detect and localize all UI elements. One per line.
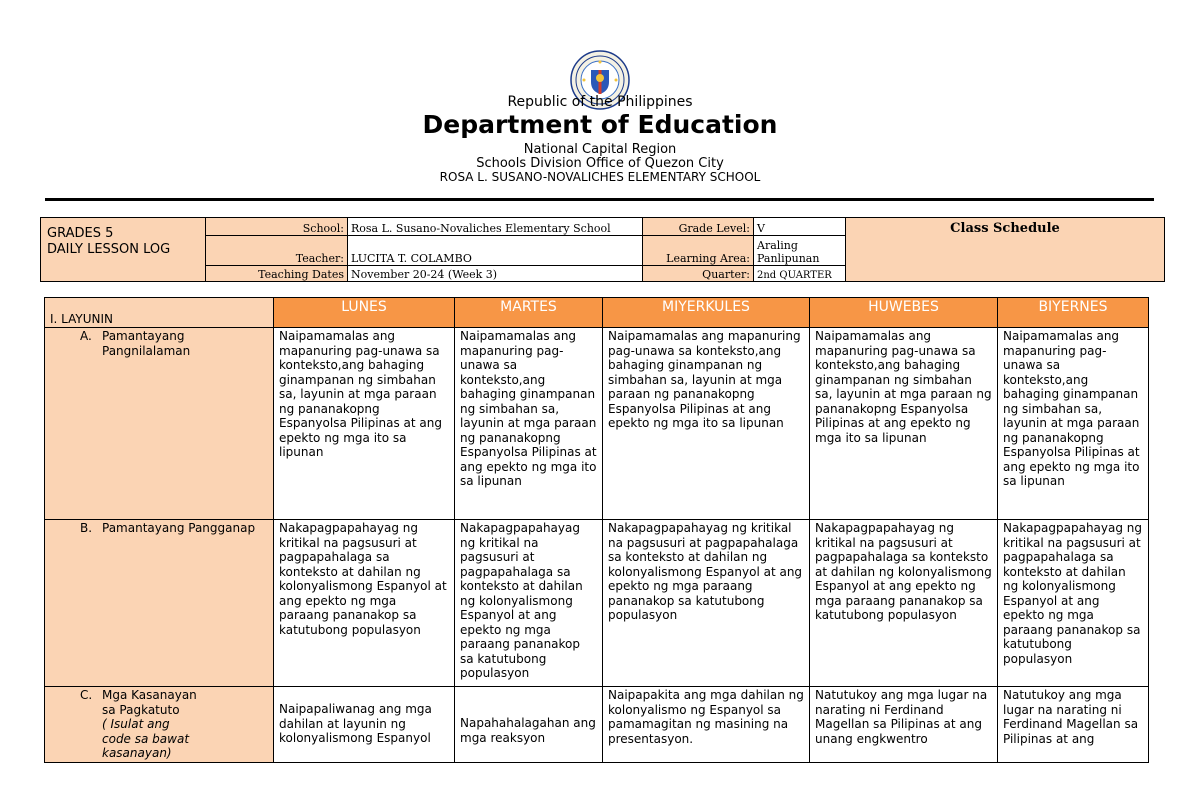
class-schedule-label: Class Schedule bbox=[846, 218, 1165, 282]
header-divider bbox=[45, 198, 1154, 201]
row-label-note: ( Isulat ang code sa bawat kasanayan) bbox=[102, 717, 190, 760]
day-header-miyerkules: MIYERKULES bbox=[603, 298, 810, 328]
cell-biyernes: Natutukoy ang mga lugar na narating ni Ferdinand Magellan sa Pilipinas at ang bbox=[998, 687, 1149, 763]
cell-biyernes: Nakapagpapahayag ng kritikal na pagsusuri at pagpapahalaga sa konteksto at dahilan ng kolonyalismong Espanyol at ang epekto ng mga paraang pananakop sa katutubong populasyon bbox=[998, 520, 1149, 687]
lesson-objectives-table bbox=[44, 297, 1149, 763]
school-heading: ROSA L. SUSANO-NOVALICHES ELEMENTARY SCHOOL bbox=[439, 170, 761, 184]
cell-lunes: Naipamamalas ang mapanuring pag-unawa sa konteksto,ang bahaging ginampanan ng simbahan sa, layunin at mga paraan ng pananakopng Espanyolsa Pilipinas at ang epekto ng mga ito sa lipunan bbox=[274, 328, 455, 520]
grade-level-value: V bbox=[754, 218, 846, 236]
cell-martes: Naipamamalas ang mapanuring pag-unawa sa konteksto,ang bahaging ginampanan ng simbahan sa, layunin at mga paraan ng pananakopng Espanyolsa Pilipinas at ang epekto ng mga ito sa lipunan bbox=[455, 328, 603, 520]
cell-lunes: Nakapagpapahayag ng kritikal na pagsusuri at pagpapahalaga sa konteksto at dahilan ng kolonyalismong Espanyol at ang epekto ng mga paraang pananakop sa katutubong populasyon bbox=[274, 520, 455, 687]
row-label-text: Pamantayang Pangnilalaman bbox=[102, 329, 191, 358]
day-header-huwebes: HUWEBES bbox=[810, 298, 998, 328]
teaching-dates-value: November 20-24 (Week 3) bbox=[348, 266, 643, 282]
quarter-value: 2nd QUARTER bbox=[754, 266, 846, 282]
daily-lesson-log-label: DAILY LESSON LOG bbox=[47, 242, 171, 257]
grades-label: GRADES 5 bbox=[47, 226, 114, 241]
learning-area-value: Araling Panlipunan bbox=[754, 236, 846, 266]
cell-miyerkules: Nakapagpapahayag ng kritikal na pagsusuri at pagpapahalaga sa konteksto at dahilan ng kolonyalismong Espanyol at ang epekto ng mga paraang pananakop sa katutubong populasyon bbox=[603, 520, 810, 687]
teacher-value: LUCITA T. COLAMBO bbox=[348, 236, 643, 266]
cell-martes: Nakapagpapahayag ng kritikal na pagsusuri at pagpapahalaga sa konteksto at dahilan ng kolonyalismong Espanyol at ang epekto ng mga paraang pananakop sa katutubong populasyon bbox=[455, 520, 603, 687]
table-row bbox=[45, 328, 1149, 520]
row-label-text: Mga Kasanayan sa Pagkatuto bbox=[102, 688, 197, 717]
cell-miyerkules: Naipamamalas ang mapanuring pag-unawa sa konteksto,ang bahaging ginampanan ng simbahan sa, layunin at mga paraan ng pananakopng Espanyolsa Pilipinas at ang epekto ng mga ito sa lipunan bbox=[603, 328, 810, 520]
region-heading: National Capital Region bbox=[523, 142, 677, 157]
row-label-pangganap bbox=[45, 520, 274, 687]
quarter-label: Quarter: bbox=[643, 266, 754, 282]
row-label-text: Pamantayang Pangganap bbox=[102, 521, 256, 535]
school-value: Rosa L. Susano-Novaliches Elementary School bbox=[348, 218, 643, 236]
cell-huwebes: Naipamamalas ang mapanuring pag-unawa sa konteksto,ang bahaging ginampanan ng simbahan sa, layunin at mga paraan ng pananakopng Espanyolsa Pilipinas at ang epekto ng mga ito sa lipunan bbox=[810, 328, 998, 520]
teaching-dates-label: Teaching Dates bbox=[206, 266, 348, 282]
republic-heading: Republic of the Philippines bbox=[507, 94, 693, 110]
cell-lunes: Naipapaliwanag ang mga dahilan at layunin ng kolonyalismong Espanyol bbox=[274, 687, 455, 763]
grade-level-label: Grade Level: bbox=[643, 218, 754, 236]
day-header-lunes: LUNES bbox=[274, 298, 455, 328]
cell-huwebes: Nakapagpapahayag ng kritikal na pagsusuri at pagpapahalaga sa konteksto at dahilan ng kolonyalismong Espanyol at ang epekto ng mga paraang pananakop sa katutubong populasyon bbox=[810, 520, 998, 687]
cell-miyerkules: Naipapakita ang mga dahilan ng kolonyalismo ng Espanyol sa pamamagitan ng masining na presentasyon. bbox=[603, 687, 810, 763]
table-row bbox=[45, 520, 1149, 687]
table-row bbox=[45, 687, 1149, 763]
division-heading: Schools Division Office of Quezon City bbox=[476, 156, 724, 171]
cell-biyernes: Naipamamalas ang mapanuring pag-unawa sa konteksto,ang bahaging ginampanan ng simbahan sa, layunin at mga paraan ng pananakopng Espanyolsa Pilipinas at ang epekto ng mga ito sa lipunan bbox=[998, 328, 1149, 520]
lesson-info-table bbox=[40, 217, 1165, 282]
row-marker: A. bbox=[80, 329, 92, 343]
department-heading: Department of Education bbox=[422, 110, 778, 139]
learning-area-label: Learning Area: bbox=[643, 236, 754, 266]
row-label-pangnilalaman bbox=[45, 328, 274, 520]
row-marker: C. bbox=[80, 688, 93, 702]
teacher-label: Teacher: bbox=[206, 236, 348, 266]
section-layunin: I. LAYUNIN bbox=[45, 298, 274, 328]
row-label-kasanayan bbox=[45, 687, 274, 763]
cell-martes: Napahahalagahan ang mga reaksyon bbox=[455, 687, 603, 763]
cell-huwebes: Natutukoy ang mga lugar na narating ni Ferdinand Magellan sa Pilipinas at ang unang engkwentro bbox=[810, 687, 998, 763]
lesson-log-title bbox=[41, 218, 206, 282]
row-marker: B. bbox=[80, 521, 93, 535]
day-header-biyernes: BIYERNES bbox=[998, 298, 1149, 328]
school-label: School: bbox=[206, 218, 348, 236]
day-header-martes: MARTES bbox=[455, 298, 603, 328]
